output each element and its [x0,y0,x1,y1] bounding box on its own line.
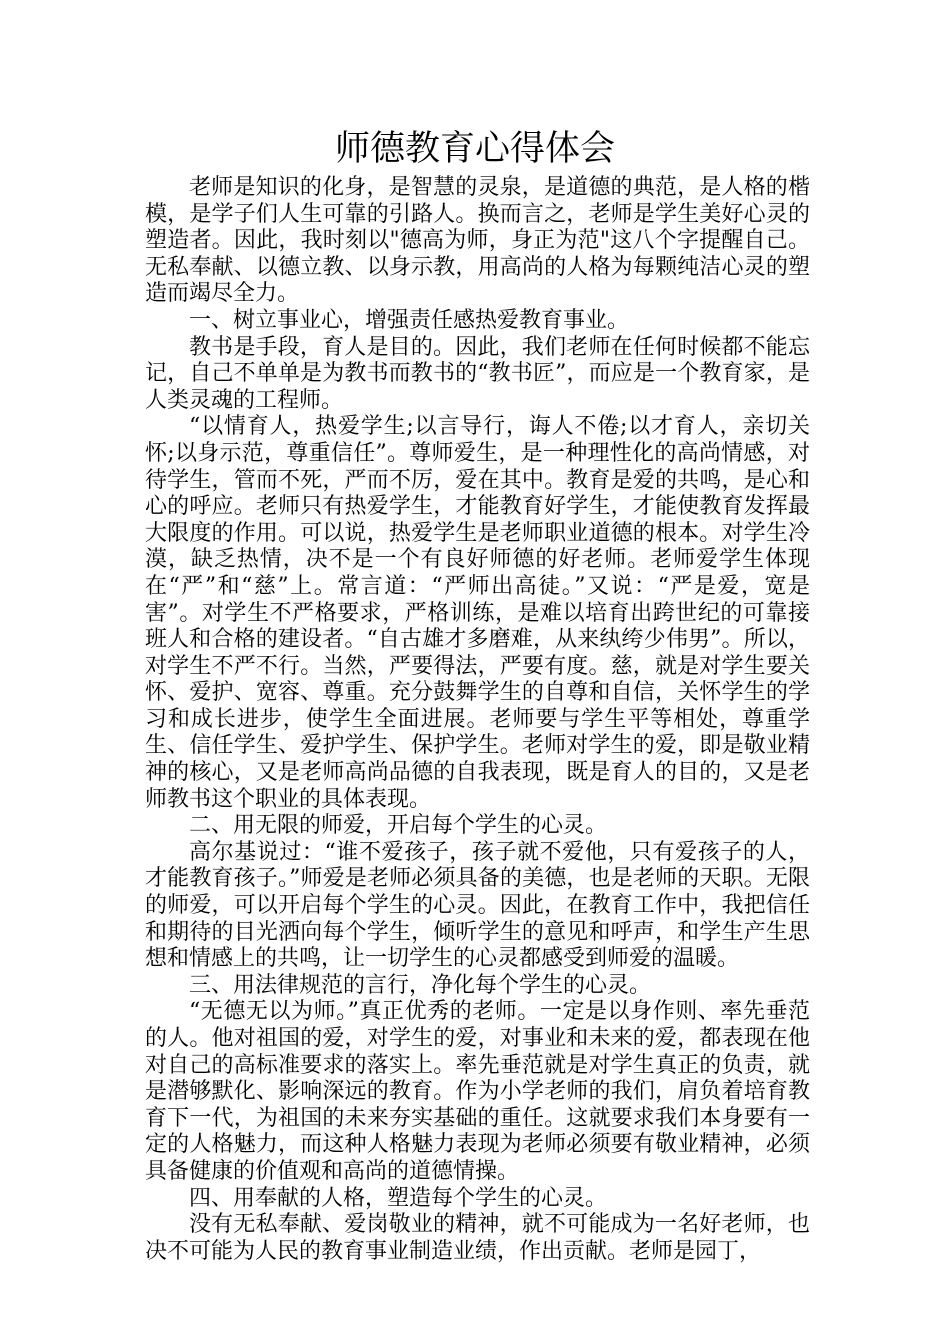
paragraph: 教书是手段，育人是目的。因此，我们老师在任何时候都不能忘记，自己不单单是为教书而教书的“教书匠”，而应是一个教育家，是人类灵魂的工程师。 [145,334,810,413]
section-heading-2: 二、用无限的师爱，开启每个学生的心灵。 [189,813,608,839]
section-heading-4: 四、用奉献的人格，塑造每个学生的心灵。 [189,1185,608,1211]
section-heading-1: 一、树立事业心，增强责任感热爱教育事业。 [189,307,630,333]
paragraph-intro: 老师是知识的化身，是智慧的灵泉，是道德的典范，是人格的楷模，是学子们人生可靠的引路人。换而言之，老师是学生美好心灵的塑造者。因此，我时刻以"德高为师，身正为范"这八个字提醒自己。无私奉献、以德立教、以身示教，用高尚的人格为每颗纯洁心灵的塑造而竭尽全力。 [145,175,810,307]
paragraph: “无德无以为师。”真正优秀的老师。一定是以身作则、率先垂范的人。他对祖国的爱，对学生的爱，对事业和未来的爱，都表现在他对自己的高标准要求的落实上。率先垂范就是对学生真正的负责，就是潜够默化、影响深远的教育。作为小学老师的我们，肩负着培育教育下一代，为祖国的未来夯实基础的重任。这就要求我们本身要有一定的人格魅力，而这种人格魅力表现为老师必须要有敬业精神，必须具备健康的价值观和高尚的道德情操。 [145,999,810,1184]
paragraph: 高尔基说过：“谁不爱孩子，孩子就不爱他，只有爱孩子的人，才能教育孩子。”师爱是老师必须具备的美德，也是老师的天职。无限的师爱，可以开启每个学生的心灵。因此，在教育工作中，我把信任和期待的目光洒向每个学生，倾听学生的意见和呼声，和学生产生思想和情感上的共鸣，让一切学生的心灵都感受到师爱的温暖。 [145,839,810,972]
paragraph: “以情育人，热爱学生;以言导行，诲人不倦;以才育人，亲切关怀;以身示范，尊重信任”。尊师爱生，是一种理性化的高尚情感，对待学生，管而不死，严而不厉，爱在其中。教育是爱的共鸣，是心和心的呼应。老师只有热爱学生，才能教育好学生，才能使教育发挥最大限度的作用。可以说，热爱学生是老师职业道德的根本。对学生冷漠，缺乏热情，决不是一个有良好师德的好老师。老师爱学生体现在“严”和“慈”上。常言道：“严师出高徒。”又说：“严是爱，宽是害”。对学生不严格要求，严格训练，是难以培育出跨世纪的可靠接班人和合格的建设者。“自古雄才多磨难，从来纨绔少伟男”。所以，对学生不严不行。当然，严要得法，严要有度。慈，就是对学生要关怀、爱护、宽容、尊重。充分鼓舞学生的自尊和自信，关怀学生的学习和成长进步，使学生全面进展。老师要与学生平等相处，尊重学生、信任学生、爱护学生、保护学生。老师对学生的爱，即是敬业精神的核心，又是老师高尚品德的自我表现，既是育人的目的，又是老师教书这个职业的具体表现。 [145,414,810,812]
paragraph: 没有无私奉献、爱岗敬业的精神，就不可能成为一名好老师，也决不可能为人民的教育事业制造业绩，作出贡献。老师是园丁， [145,1212,810,1264]
document-title: 师德教育心得体会 [334,129,615,169]
section-heading-3: 三、用法律规范的言行，净化每个学生的心灵。 [189,972,652,998]
document-body [145,175,810,1265]
